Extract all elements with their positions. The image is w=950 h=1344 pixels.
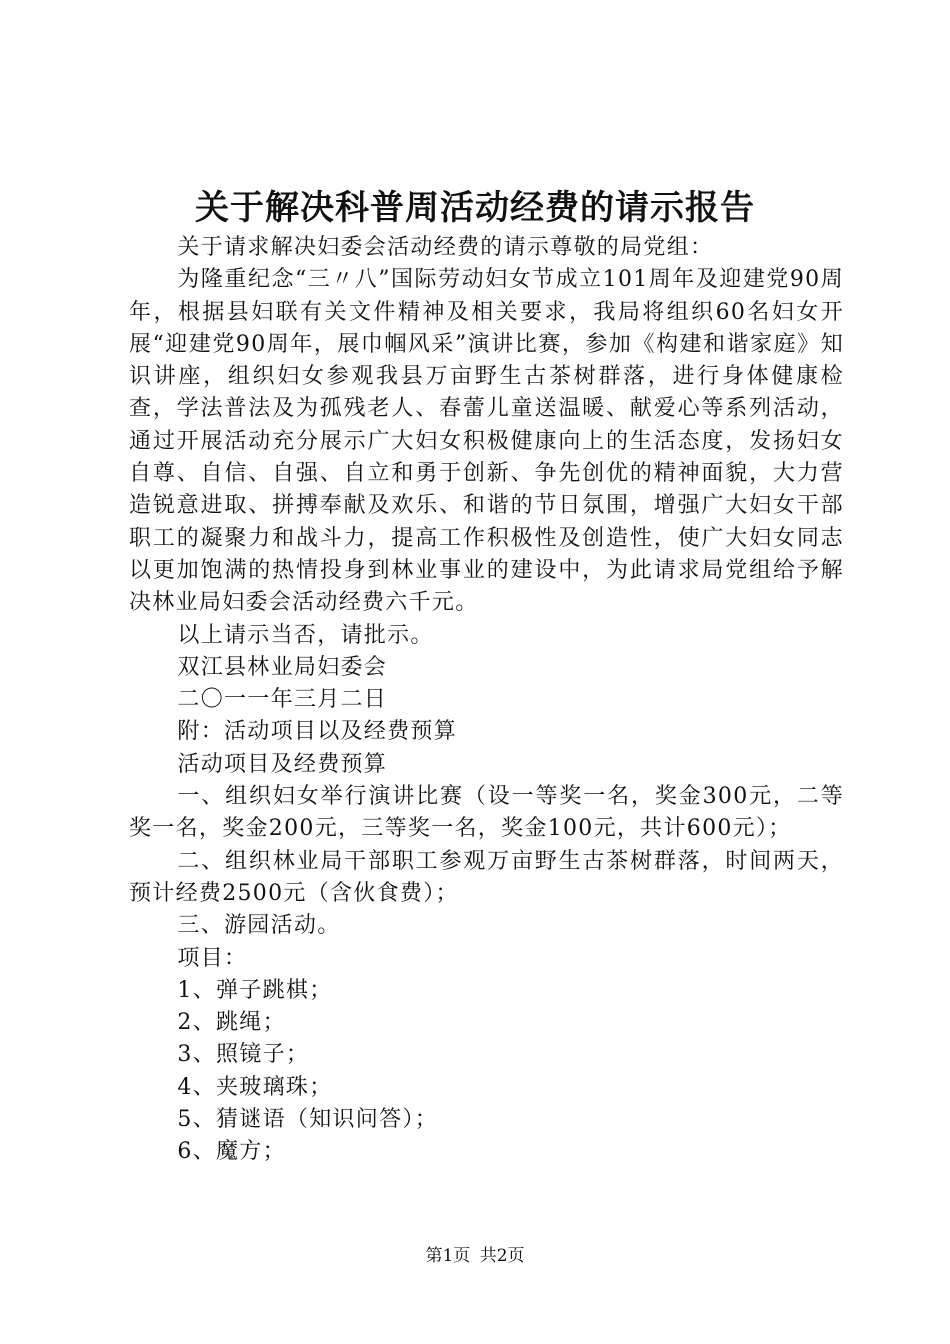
projects-label: 项目： xyxy=(177,945,248,971)
budget-item-2: 二、组织林业局干部职工参观万亩野生古茶树群落，时间两天，预计经费2500元（含伙食费）； xyxy=(129,848,844,906)
budget-heading: 活动项目及经费预算 xyxy=(177,751,388,777)
main-request-paragraph: 为隆重纪念“三〃八”国际劳动妇女节成立101周年及迎建党90周年，根据县妇联有关文件精神及相关要求，我局将组织60名妇女开展“迎建党90周年，展巾帼风采”演讲比赛，参加《构建和谐家庭》知识讲座，组织妇女参观我县万亩野生古茶树群落，进行身体健康检查，学法普法及为孤残老人、春蕾儿童送温暖、献爱心等系列活动，通过开展活动充分展示广大妇女积极健康向上的生活态度，发扬妇女自尊、自信、自强、自立和勇于创新、争先创优的精神面貌，大力营造锐意进取、拼搏奉献及欢乐、和谐的节日氛围，增强广大妇女干部职工的凝聚力和战斗力，提高工作积极性及创造性，使广大妇女同志以更加饱满的热情投身到林业事业的建设中，为此请求局党组给予解决林业局妇委会活动经费六千元。 xyxy=(129,267,844,616)
page-footer xyxy=(0,1244,950,1268)
page-total: 共2页 xyxy=(479,1246,525,1266)
budget-item-1: 一、组织妇女举行演讲比赛（设一等奖一名，奖金300元，二等奖一名，奖金200元，三等奖一名，奖金100元，共计600元）； xyxy=(129,784,844,842)
project-item-6: 6、魔方； xyxy=(177,1139,286,1165)
project-item-1: 1、弹子跳棋； xyxy=(177,977,333,1003)
sender-paragraph: 双江县林业局妇委会 xyxy=(177,654,388,680)
project-item-3: 3、照镜子； xyxy=(177,1042,310,1068)
project-item-5: 5、猜谜语（知识问答）； xyxy=(177,1107,438,1133)
date-paragraph: 二〇一一年三月二日 xyxy=(177,687,388,713)
project-item-2: 2、跳绳； xyxy=(177,1010,286,1036)
budget-item-3: 三、游园活动。 xyxy=(177,913,341,939)
document-title: 关于解决科普周活动经费的请示报告 xyxy=(195,188,755,228)
project-item-4: 4、夹玻璃珠； xyxy=(177,1074,333,1100)
page-number: 第1页 xyxy=(425,1246,471,1266)
salutation-paragraph: 关于请求解决妇委会活动经费的请示尊敬的局党组： xyxy=(177,235,714,260)
closing-paragraph: 以上请示当否，请批示。 xyxy=(177,622,434,648)
attachment-note: 附：活动项目以及经费预算 xyxy=(177,719,457,745)
document-body xyxy=(129,232,844,1169)
